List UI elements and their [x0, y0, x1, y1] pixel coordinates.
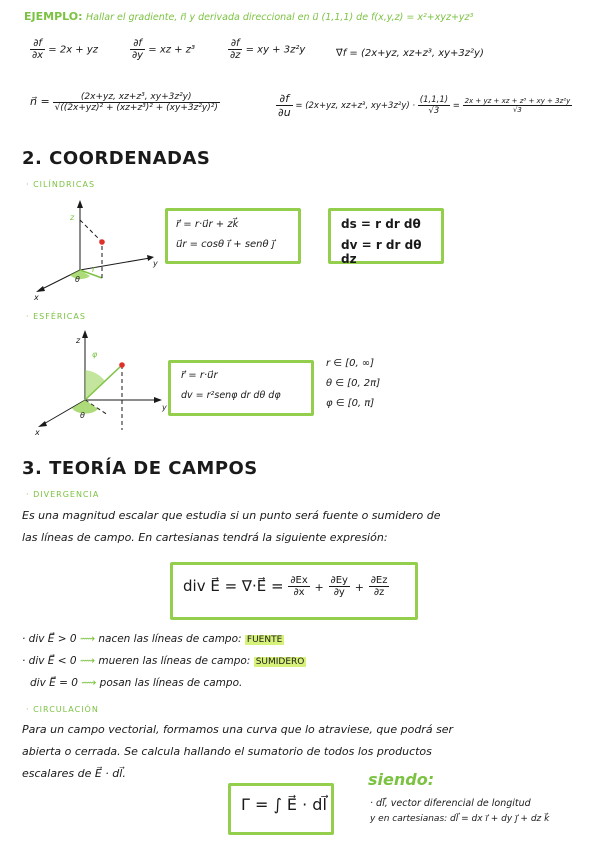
df-dz-val: = xy + 3z²y [245, 44, 306, 56]
cylindrical-label: · CILÍNDRICAS [26, 180, 96, 189]
div-plus-1: + [314, 581, 324, 594]
du-res-den: √3 [512, 106, 522, 114]
bullet1-expr: · div E⃗ > 0 [22, 633, 77, 645]
div-t3-num: ∂Ez [370, 575, 388, 586]
du-res-num: 2x + yz + xz + z³ + xy + 3z²y [464, 97, 571, 105]
cyl-theta-arc [70, 270, 90, 279]
df-dy [130, 38, 195, 61]
df-dy-val: = xz + z³ [148, 44, 195, 56]
du-expr: = (2x+yz, xz+z³, xy+3z²y) · [295, 101, 416, 111]
df-dz [228, 38, 305, 61]
bullet3-expr: div E⃗ = 0 [30, 677, 78, 689]
esf-axis-z-label: z [76, 336, 81, 345]
cyl-axis-y-label: y [153, 259, 158, 268]
bullet1-text: nacen las líneas de campo: [98, 633, 242, 645]
normal-vector [30, 92, 220, 113]
siendo-line-1: · dl⃗, vector diferencial de longitud [370, 798, 531, 809]
cyl-position-vector: r⃗ = r·u⃗r + zk⃗ [176, 219, 239, 230]
df-dx [30, 38, 98, 61]
gradient: ∇⃗f = (2x+yz, xz+z³, xy+3z²y) [336, 48, 484, 59]
esf-theta-label: θ [80, 411, 85, 420]
cyl-dv: dv = r dr dθ dz [341, 238, 422, 266]
divergence-formula [183, 575, 389, 598]
circulation-formula-box [228, 783, 334, 835]
df-dx-den: ∂x [32, 50, 44, 61]
divergence-line-1: Es una magnitud escalar que estudia si un punto será fuente o sumidero de [22, 509, 441, 522]
directional-derivative: $\frac{\partial f}{\partial u}$ = (2x+yz, xz+z³, xy+3z²y) · $\frac{(1,1,1)}{√3}$ = $\frac{\text{2x + yz + xz + z³ + xy + 3z²y}}{√3}$ [278, 92, 571, 119]
esf-range-theta: θ ∈ [0, 2π] [326, 378, 381, 389]
bullet1-tag: FUENTE [246, 635, 283, 645]
df-dx-num: ∂f [30, 38, 45, 50]
divergence-formula-box [170, 562, 418, 620]
du-vec-num: (1,1,1) [419, 95, 449, 105]
arrow-icon: ⟿ [81, 677, 97, 689]
siendo-heading: siendo: [368, 770, 435, 789]
esf-range-phi: φ ∈ [0, π] [326, 398, 375, 409]
div-t2-den: ∂y [333, 587, 345, 598]
df-dz-den: ∂z [230, 50, 241, 61]
div-plus-2: + [354, 581, 364, 594]
div-t2-num: ∂Ey [330, 575, 348, 586]
divergence-bullet-zero [30, 677, 242, 689]
cyl-point [99, 239, 105, 245]
arrow-icon: ⟿ [79, 655, 96, 667]
cyl-top-dashed [80, 220, 102, 242]
n-num: (2x+yz, xz+z³, xy+3z²y) [53, 92, 220, 103]
circulation-line-3: escalares de E⃗ · dl⃗. [22, 767, 126, 780]
bullet2-expr: · div E⃗ < 0 [22, 655, 77, 667]
esf-axis-x-label: x [35, 428, 40, 437]
esf-axis-z-arrow [82, 330, 88, 338]
esf-theta-arc [72, 400, 98, 414]
cyl-axis-x-arrow [36, 286, 45, 292]
esf-phi-label: φ [92, 350, 98, 359]
cyl-vector-box [165, 208, 301, 264]
cyl-differentials-box [328, 208, 444, 264]
esf-range-r: r ∈ [0, ∞] [326, 358, 375, 369]
cyl-theta-label: θ [75, 275, 80, 284]
esf-point [119, 362, 125, 368]
cyl-r-label: r [92, 265, 96, 274]
divergence-bullet-source [22, 633, 284, 645]
df-dy-num: ∂f [130, 38, 145, 50]
circulation-label: · CIRCULACIÓN [26, 705, 99, 714]
example-statement: Hallar el gradiente, n⃗ y derivada direccional en u⃗ (1,1,1) de f(x,y,z) = x²+xyz+yz³ [86, 12, 474, 23]
du-den: ∂u [278, 106, 291, 119]
spherical-diagram [30, 325, 170, 435]
cyl-unit-vector: u⃗r = cosθ i⃗ + senθ j⃗ [176, 239, 275, 250]
cylindrical-diagram [30, 190, 160, 300]
du-num: ∂f [276, 92, 293, 106]
esf-dv: dv = r²senφ dr dθ dφ [181, 390, 281, 401]
esf-phi-arc [85, 370, 105, 400]
esf-axis-y-label: y [162, 403, 167, 412]
divergence-label: · DIVERGENCIA [26, 490, 100, 499]
example-heading: EJEMPLO: [24, 10, 83, 23]
div-t3-den: ∂z [373, 587, 385, 598]
esf-axis-x-arrow [38, 421, 47, 427]
cyl-axis-x-label: x [34, 293, 39, 302]
section-title-coordenadas: 2. COORDENADAS [22, 148, 211, 169]
divergence-line-2: las líneas de campo. En cartesianas tendrá la siguiente expresión: [22, 531, 388, 544]
cyl-ds: ds = r dr dθ [341, 217, 421, 231]
section-title-campos: 3. TEORÍA DE CAMPOS [22, 458, 258, 479]
spherical-label: · ESFÉRICAS [26, 312, 86, 321]
example-heading-line [24, 10, 473, 23]
div-t1-den: ∂x [293, 587, 305, 598]
cyl-axis-z-label: z [70, 213, 75, 222]
esf-axis-y-arrow [154, 397, 162, 403]
div-formula-left: div E⃗ = ∇·E⃗ = [183, 577, 284, 595]
bullet2-text: mueren las líneas de campo: [98, 655, 251, 667]
bullet3-text: posan las líneas de campo. [99, 677, 243, 689]
arrow-icon: ⟿ [79, 633, 96, 645]
esf-position-vector: r⃗ = r·u⃗r [181, 370, 218, 381]
cyl-axis-y-line [80, 258, 150, 270]
df-dz-num: ∂f [228, 38, 242, 50]
n-label: n⃗ = [30, 95, 50, 108]
circulation-line-1: Para un campo vectorial, formamos una curva que lo atraviese, que podrá ser [22, 723, 454, 736]
cyl-axis-z-arrow [77, 200, 83, 208]
divergence-bullet-sink [22, 655, 306, 667]
bullet2-tag: SUMIDERO [255, 657, 305, 667]
siendo-line-2: y en cartesianas: dl⃗ = dx i⃗ + dy j⃗ + dz k⃗ [370, 814, 550, 824]
div-t1-num: ∂Ex [290, 575, 308, 586]
circulation-formula: Γ = ∫ E⃗ · dl⃗ [241, 795, 327, 814]
df-dy-den: ∂y [132, 50, 144, 61]
esf-vector-box [168, 360, 314, 416]
n-den: √((2x+yz)² + (xz+z³)² + (xy+3z²y)²) [54, 103, 218, 113]
df-dx-val: = 2x + yz [48, 44, 99, 56]
circulation-line-2: abierta o cerrada. Se calcula hallando el sumatorio de todos los productos [22, 745, 432, 758]
du-vec-den: √3 [428, 106, 440, 116]
